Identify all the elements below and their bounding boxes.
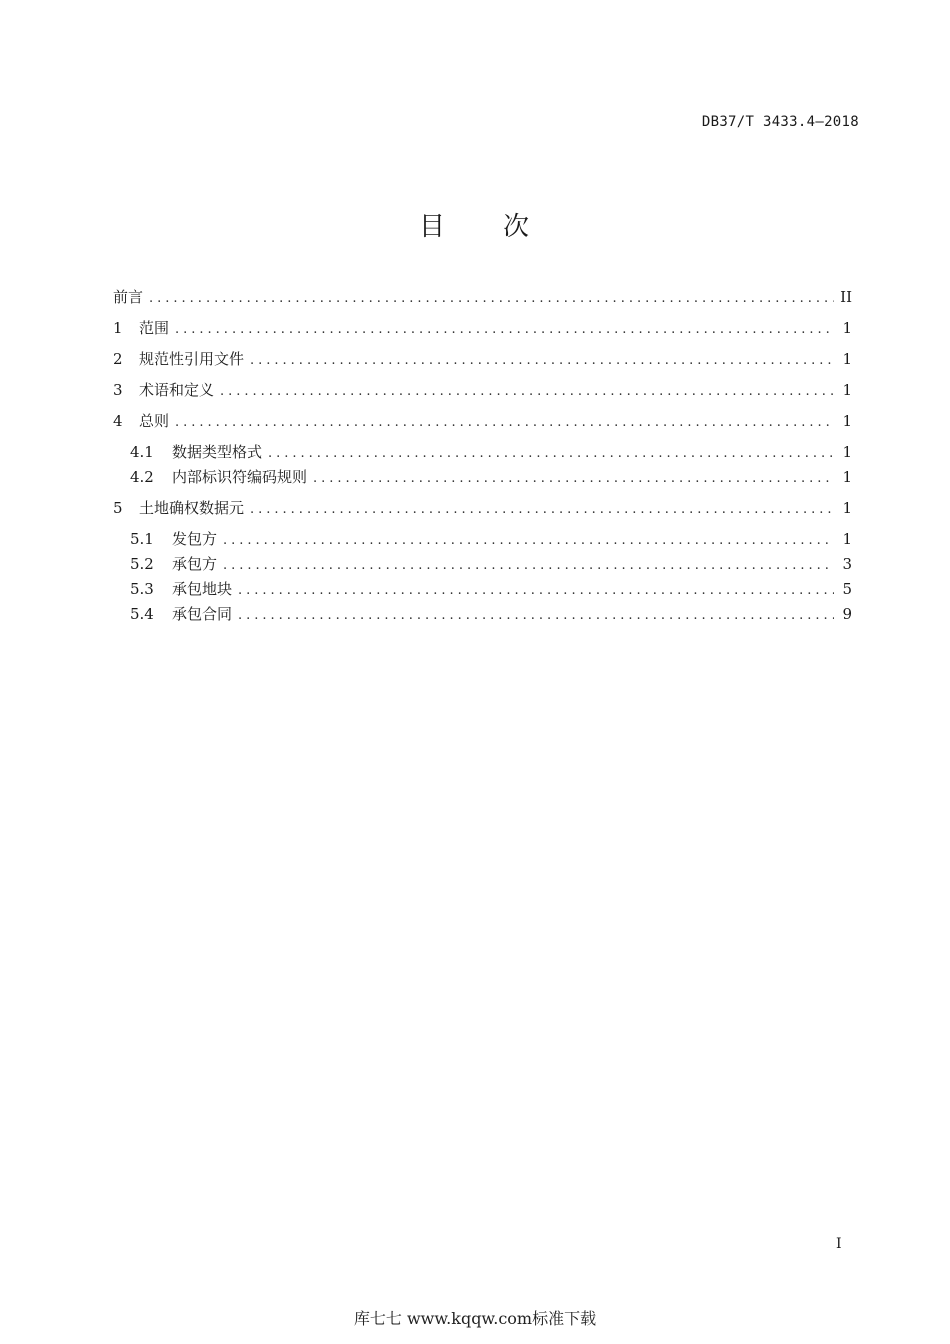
toc-label: 承包地块: [172, 580, 233, 598]
toc-section-number: 5.1: [130, 530, 154, 548]
toc-entry-4[interactable]: [113, 411, 852, 431]
toc-section-number: 5.2: [130, 555, 154, 573]
toc-entry-5-1[interactable]: [130, 529, 852, 549]
toc-section-number: 5.4: [130, 605, 154, 623]
toc-label: 承包方: [172, 555, 218, 573]
toc-leader-dots: [175, 320, 834, 340]
toc-page-number: 9: [842, 605, 852, 623]
toc-leader-dots: [223, 531, 834, 551]
toc-leader-dots: [250, 351, 834, 371]
toc-entry-5-3[interactable]: [130, 579, 852, 599]
toc-label: 数据类型格式: [172, 443, 263, 461]
toc-label: 发包方: [172, 530, 218, 548]
toc-section-number: 4: [113, 412, 123, 430]
toc-label: 内部标识符编码规则: [172, 468, 308, 486]
toc-entry-5-4[interactable]: [130, 604, 852, 624]
toc-entry-4-1[interactable]: [130, 442, 852, 462]
toc-label: 前言: [113, 288, 144, 306]
standard-code: DB37/T 3433.4—2018: [701, 114, 859, 130]
toc-label: 承包合同: [172, 605, 233, 623]
toc-section-number: 1: [113, 319, 123, 337]
toc-section-number: 4.1: [130, 443, 154, 461]
toc-leader-dots: [223, 556, 834, 576]
toc-entry-foreword[interactable]: [113, 287, 852, 307]
toc-page-number: 1: [842, 319, 852, 337]
toc-page-number: 1: [842, 530, 852, 548]
toc-entry-1[interactable]: [113, 318, 852, 338]
toc-section-number: 5.3: [130, 580, 154, 598]
toc-entry-5-2[interactable]: [130, 554, 852, 574]
toc-page-number: 1: [842, 350, 852, 368]
toc-leader-dots: [250, 500, 834, 520]
toc-label: 术语和定义: [139, 381, 215, 399]
toc-page-number: 1: [842, 412, 852, 430]
toc-page-number: 1: [842, 381, 852, 399]
toc-section-number: 3: [113, 381, 123, 399]
toc-entry-3[interactable]: [113, 380, 852, 400]
footer-watermark: 库七七 www.kqqw.com标准下载: [353, 1309, 597, 1328]
toc-entry-5[interactable]: [113, 498, 852, 518]
toc-section-number: 2: [113, 350, 123, 368]
toc-entry-2[interactable]: [113, 349, 852, 369]
toc-label: 规范性引用文件: [139, 350, 245, 368]
toc-leader-dots: [175, 413, 834, 433]
toc-page-number: 1: [842, 499, 852, 517]
toc-leader-dots: [220, 382, 834, 402]
page-number: I: [836, 1236, 842, 1252]
toc-leader-dots: [238, 581, 834, 601]
page-title: 目 次: [418, 212, 531, 242]
toc-section-number: 4.2: [130, 468, 154, 486]
toc-leader-dots: [268, 444, 834, 464]
toc-label: 范围: [139, 319, 170, 337]
toc-page-number: 5: [842, 580, 852, 598]
toc-section-number: 5: [113, 499, 123, 517]
toc-page-number: 1: [842, 443, 852, 461]
toc-leader-dots: [149, 289, 834, 309]
toc-page-number: 3: [842, 555, 852, 573]
toc-page-number: II: [840, 288, 852, 306]
toc-leader-dots: [313, 469, 834, 489]
toc-entry-4-2[interactable]: [130, 467, 852, 487]
toc-label: 总则: [139, 412, 170, 430]
toc-page-number: 1: [842, 468, 852, 486]
toc-label: 土地确权数据元: [139, 499, 245, 517]
toc-leader-dots: [238, 606, 834, 626]
